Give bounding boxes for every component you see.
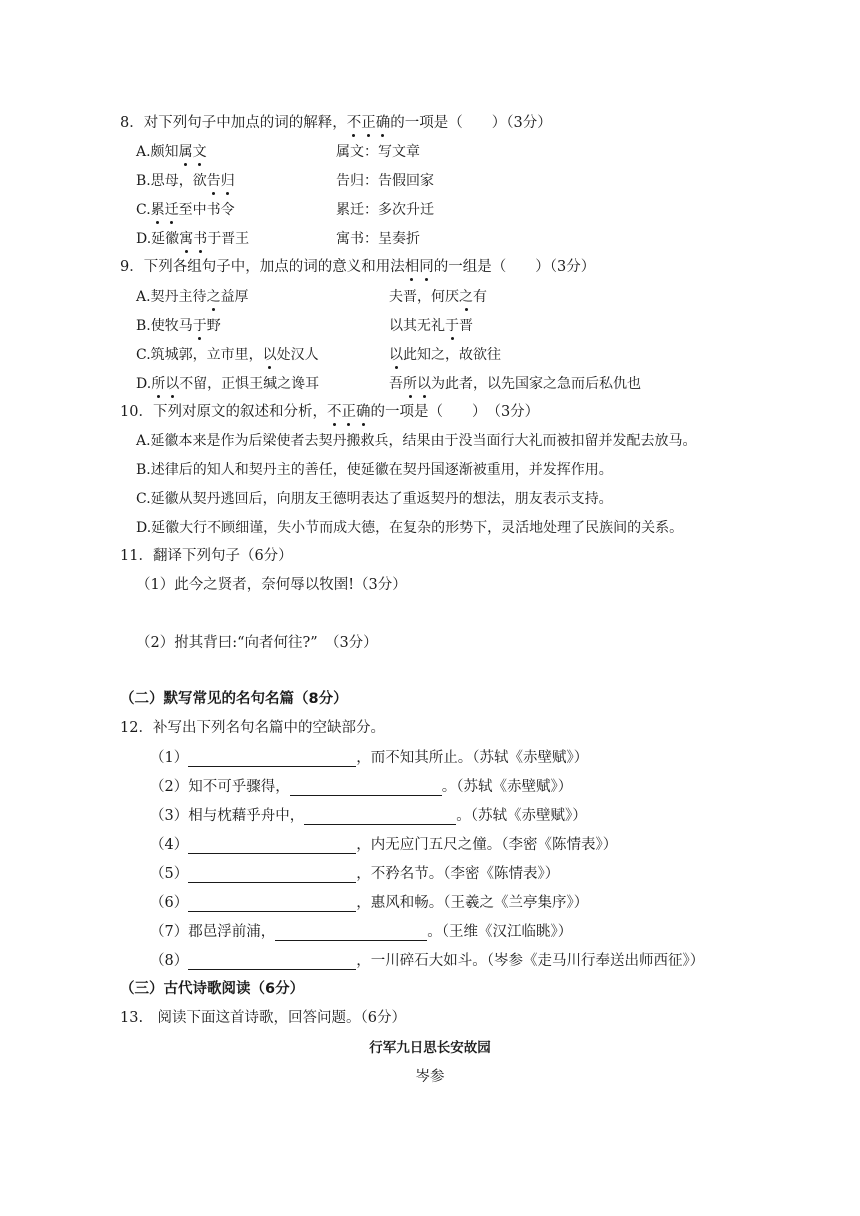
answer-blank[interactable]	[304, 809, 456, 825]
option-text: B.思母，欲	[136, 173, 207, 189]
poem-author: 岑参	[415, 1069, 445, 1085]
item-text: 。（王维《汉江临眺》）	[427, 924, 573, 940]
q11-stem: 11．翻译下列句子（6分）	[120, 548, 293, 564]
q8-option-b	[136, 172, 235, 190]
q11-item-2: （2）拊其背曰:“向者何往?” （3分）	[136, 635, 378, 651]
option-text: 晋	[459, 318, 473, 334]
dotted-char: 所	[403, 376, 417, 392]
q9-stem-tail: 的一组是（ ）（3分）	[433, 259, 596, 275]
dotted-char: 正	[361, 115, 376, 131]
q9-option-b-left	[136, 317, 221, 335]
q8-option-a	[136, 143, 207, 161]
q12-item-6	[150, 894, 588, 912]
option-text: A.颇知	[136, 144, 179, 160]
q8-option-b-explanation: 告归：告假回家	[336, 173, 434, 189]
dotted-char: 确	[355, 404, 371, 420]
option-text: B.使牧马	[136, 318, 193, 334]
q9-option-c-right	[389, 346, 501, 364]
q9-stem	[120, 258, 595, 276]
option-text: 以其无礼	[389, 318, 445, 334]
answer-blank[interactable]	[188, 838, 356, 854]
dotted-char: 所	[151, 376, 166, 392]
dotted-char: 以	[417, 376, 431, 392]
dotted-char: 于	[445, 318, 459, 334]
q10-option-d: D.延徽大行不顾细谨，失小节而成大德，在复杂的形势下，灵活地处理了民族间的关系。	[136, 520, 684, 536]
item-number: （5）	[150, 866, 189, 882]
option-text: A.契丹主待	[136, 289, 207, 305]
q12-item-4	[150, 836, 617, 854]
item-number: （1）	[150, 750, 189, 766]
q9-option-d-right	[389, 375, 641, 393]
answer-blank[interactable]	[188, 954, 356, 970]
item-text: ，内无应门五尺之僮。（李密《陈情表》）	[356, 837, 618, 853]
option-text: 益厚	[220, 289, 249, 305]
item-text: 。（苏轼《赤壁赋》）	[441, 779, 573, 795]
section-3-heading: （三）古代诗歌阅读（6分）	[120, 981, 305, 997]
item-number: （7）	[150, 924, 189, 940]
option-text: 不留，正惧王缄之谗耳	[179, 376, 320, 392]
item-number: （4）	[150, 837, 189, 853]
option-text: C.	[136, 202, 151, 218]
item-text: ，不矜名节。（李密《陈情表》）	[356, 866, 560, 882]
option-text: 吾	[389, 376, 403, 392]
dotted-char: 不	[326, 404, 342, 420]
dotted-char: 文	[192, 144, 207, 160]
section-2-heading: （二）默写常见的名句名篇（8分）	[120, 691, 348, 707]
q9-option-d-left	[136, 375, 319, 393]
q10-option-b: B.述律后的知人和契丹主的善任，使延徽在契丹国逐渐被重用，并发挥作用。	[136, 462, 613, 478]
q9-option-b-right	[389, 317, 473, 335]
option-text: 至中书令	[178, 202, 235, 218]
option-text: 野	[206, 318, 221, 334]
dotted-char: 之	[459, 289, 473, 305]
q9-option-c-left	[136, 346, 319, 364]
item-text: 。（苏轼《赤壁赋》）	[456, 808, 587, 824]
option-text: D.	[136, 376, 152, 392]
dotted-char: 书	[193, 231, 208, 247]
dotted-char: 之	[206, 289, 221, 305]
option-text: 于晋王	[207, 231, 250, 247]
q13-stem: 13. 阅读下面这首诗歌，回答问题。（6分）	[120, 1010, 407, 1026]
q8-stem-text: 8．对下列句子中加点的词的解释，	[120, 115, 347, 131]
answer-blank[interactable]	[275, 925, 427, 941]
dotted-char: 确	[375, 115, 391, 131]
answer-blank[interactable]	[188, 896, 356, 912]
q12-item-2	[150, 778, 572, 796]
dotted-char: 正	[341, 404, 356, 420]
item-text: 郡邑浮前浦，	[188, 924, 276, 940]
answer-blank[interactable]	[188, 867, 356, 883]
item-text: ，一川碎石大如斗。（岑参《走马川行奉送出师西征》）	[356, 953, 705, 969]
dotted-char: 寓	[179, 231, 194, 247]
q8-option-c	[136, 201, 235, 219]
dotted-char: 以	[165, 376, 180, 392]
dotted-char: 累	[150, 202, 165, 218]
q9-stem-text: 9．下列各组句子中，加点的词的意义和用法	[120, 259, 405, 275]
q8-option-d-explanation: 寓书：呈奏折	[336, 231, 420, 247]
dotted-char: 归	[220, 173, 235, 189]
q8-stem	[120, 114, 552, 132]
item-number: （8）	[150, 953, 189, 969]
option-text: C.筑城郭，立市里，	[136, 347, 263, 363]
item-number: （6）	[150, 895, 189, 911]
q12-item-1	[150, 749, 588, 767]
q10-stem-text: 10．下列对原文的叙述和分析，	[120, 404, 327, 420]
option-text: D.延徽	[136, 231, 180, 247]
item-number: （2）	[150, 779, 189, 795]
poem-title: 行军九日思长安故园	[369, 1040, 491, 1056]
item-text: ，而不知其所止。（苏轼《赤壁赋》）	[356, 750, 589, 766]
q12-item-8	[150, 952, 704, 970]
q11-item-1: （1）此今之贤者，奈何辱以牧圉!（3分）	[136, 577, 407, 593]
q10-stem	[120, 403, 539, 421]
q12-item-3	[150, 807, 587, 825]
item-text: 相与枕藉乎舟中，	[188, 808, 305, 824]
q10-option-a: A.延徽本来是作为后梁使者去契丹搬救兵，结果由于没当面行大礼而被扣留并发配去放马。	[136, 433, 697, 449]
option-text: 为此者，以先国家之急而后私仇也	[431, 376, 641, 392]
option-text: 夫晋，何厌	[389, 289, 459, 305]
q8-stem-tail: 的一项是（ ）（3分）	[390, 115, 552, 131]
dotted-char: 迁	[164, 202, 179, 218]
option-text: 有	[473, 289, 487, 305]
item-text: 知不可乎骤得，	[188, 779, 290, 795]
q10-stem-tail: 的一项是（ ） （3分）	[370, 404, 540, 420]
q9-option-a-left	[136, 288, 249, 306]
q12-item-7	[150, 923, 572, 941]
dotted-char: 相	[404, 259, 420, 275]
dotted-char: 属	[178, 144, 193, 160]
option-text: 处汉人	[276, 347, 319, 363]
answer-blank[interactable]	[188, 751, 356, 767]
q8-option-d	[136, 230, 249, 248]
dotted-char: 不	[346, 115, 362, 131]
item-number: （3）	[150, 808, 189, 824]
dotted-char: 于	[192, 318, 207, 334]
dotted-char: 以	[389, 347, 403, 363]
dotted-char: 告	[206, 173, 221, 189]
q10-option-c: C.延徽从契丹逃回后，向朋友王德明表达了重返契丹的想法，朋友表示支持。	[136, 491, 613, 507]
option-text: 此知之，故欲往	[403, 347, 501, 363]
q8-option-a-explanation: 属文：写文章	[336, 144, 420, 160]
dotted-char: 以	[262, 347, 277, 363]
q8-option-c-explanation: 累迁：多次升迁	[336, 202, 434, 218]
q12-item-5	[150, 865, 559, 883]
q12-stem: 12．补写出下列名句名篇中的空缺部分。	[120, 720, 385, 736]
q9-option-a-right	[389, 288, 487, 306]
answer-blank[interactable]	[290, 780, 442, 796]
dotted-char: 同	[419, 259, 434, 275]
item-text: ，惠风和畅。（王羲之《兰亭集序》）	[356, 895, 589, 911]
